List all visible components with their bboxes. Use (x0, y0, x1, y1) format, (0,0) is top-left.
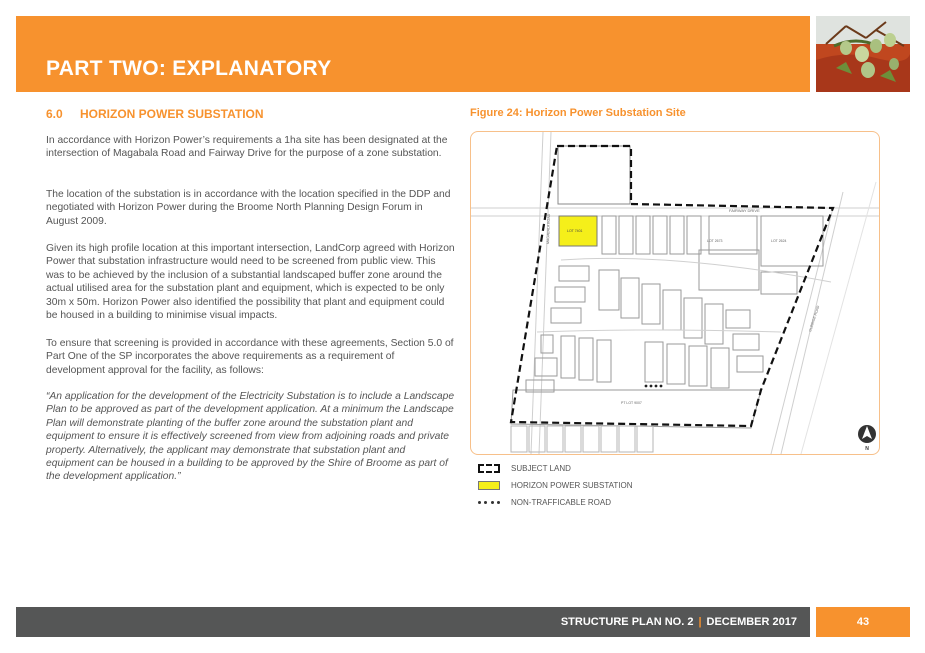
footer-separator: | (698, 616, 702, 628)
footer-title (561, 616, 797, 628)
north-arrow-icon (858, 425, 876, 443)
paragraph-4: To ensure that screening is provided in accordance with these agreements, Section 5.0 of Part One of the SP incorporates the above requirements as a requirement of development approval for the facility, as follows: (46, 338, 454, 376)
paragraph-3: Given its high profile location at this important intersection, LandCorp agreed with Horizon Power that substation infrastructure would need to be screened from public view. This was to be achieved by the inclusion of a substantial landscaped buffer zone around the actual utilised area for the substation plant and equipment, which is expected to be only 30m x 50m. Horizon Power also identified the possibility that plant and equipment could be housed in a building to minimise visual impacts. (46, 243, 455, 322)
label-gubinge-road: GUBINGE ROAD (808, 305, 821, 333)
section-number: 6.0 (46, 107, 63, 121)
figure-title: Figure 24: Horizon Power Substation Site (470, 107, 686, 119)
site-map (470, 131, 880, 455)
label-lot-b: LOT 2624 (771, 239, 787, 243)
section-heading (46, 107, 264, 121)
paragraph-1: In accordance with Horizon Power’s requirements a 1ha site has been designated at the intersection of Magabala Road and Fairway Drive for the purpose of a zone substation. (46, 135, 448, 160)
legend-item-subject-land (478, 461, 571, 475)
dotted-line-icon (478, 498, 500, 507)
page-title: PART TWO: EXPLANATORY (46, 57, 332, 80)
footer-date: DECEMBER 2017 (706, 616, 797, 628)
yellow-fill-icon (478, 481, 500, 490)
boab-nuts-photo-icon (816, 16, 910, 92)
section-title: HORIZON POWER SUBSTATION (80, 107, 264, 121)
dashed-boundary-icon (478, 464, 500, 473)
footer-doc-title: STRUCTURE PLAN NO. 2 (560, 616, 694, 628)
legend-label: SUBJECT LAND (511, 463, 571, 473)
legend-item-substation (478, 478, 632, 492)
legend-item-non-trafficable-road (478, 495, 611, 509)
label-lot-south: PT LOT 9007 (621, 401, 642, 405)
north-label: N (865, 446, 869, 452)
label-magabala-road: MAGABALA ROAD (546, 213, 552, 245)
quote-paragraph: “An application for the development of the Electricity Substation is to include a Landscape Plan to be approved as part of the development application. At a minimum the Landscape Plan will demonstrate planting of the buffer zone around the substation plant and equipment to ensure it is effectively screened from view from adjoining roads and private property. Alternatively, the applicant may demonstrate that substation plant and equipment can be housed in a building to be approved by the Shire of Broome as part of the development application.” (46, 391, 455, 483)
label-lot-hp: LOT 7401 (567, 229, 583, 233)
paragraph-2: The location of the substation is in accordance with the location specified in the DDP and negotiated with Horizon Power during the Broome North Planning Design Forum in August 2009. (46, 189, 451, 227)
label-lot-a: LOT 2673 (707, 239, 723, 243)
label-fairway-drive: FAIRWAY DRIVE (729, 208, 760, 213)
page-number: 43 (856, 616, 870, 628)
legend-label: HORIZON POWER SUBSTATION (511, 480, 633, 490)
legend-label: NON-TRAFFICABLE ROAD (511, 497, 612, 507)
